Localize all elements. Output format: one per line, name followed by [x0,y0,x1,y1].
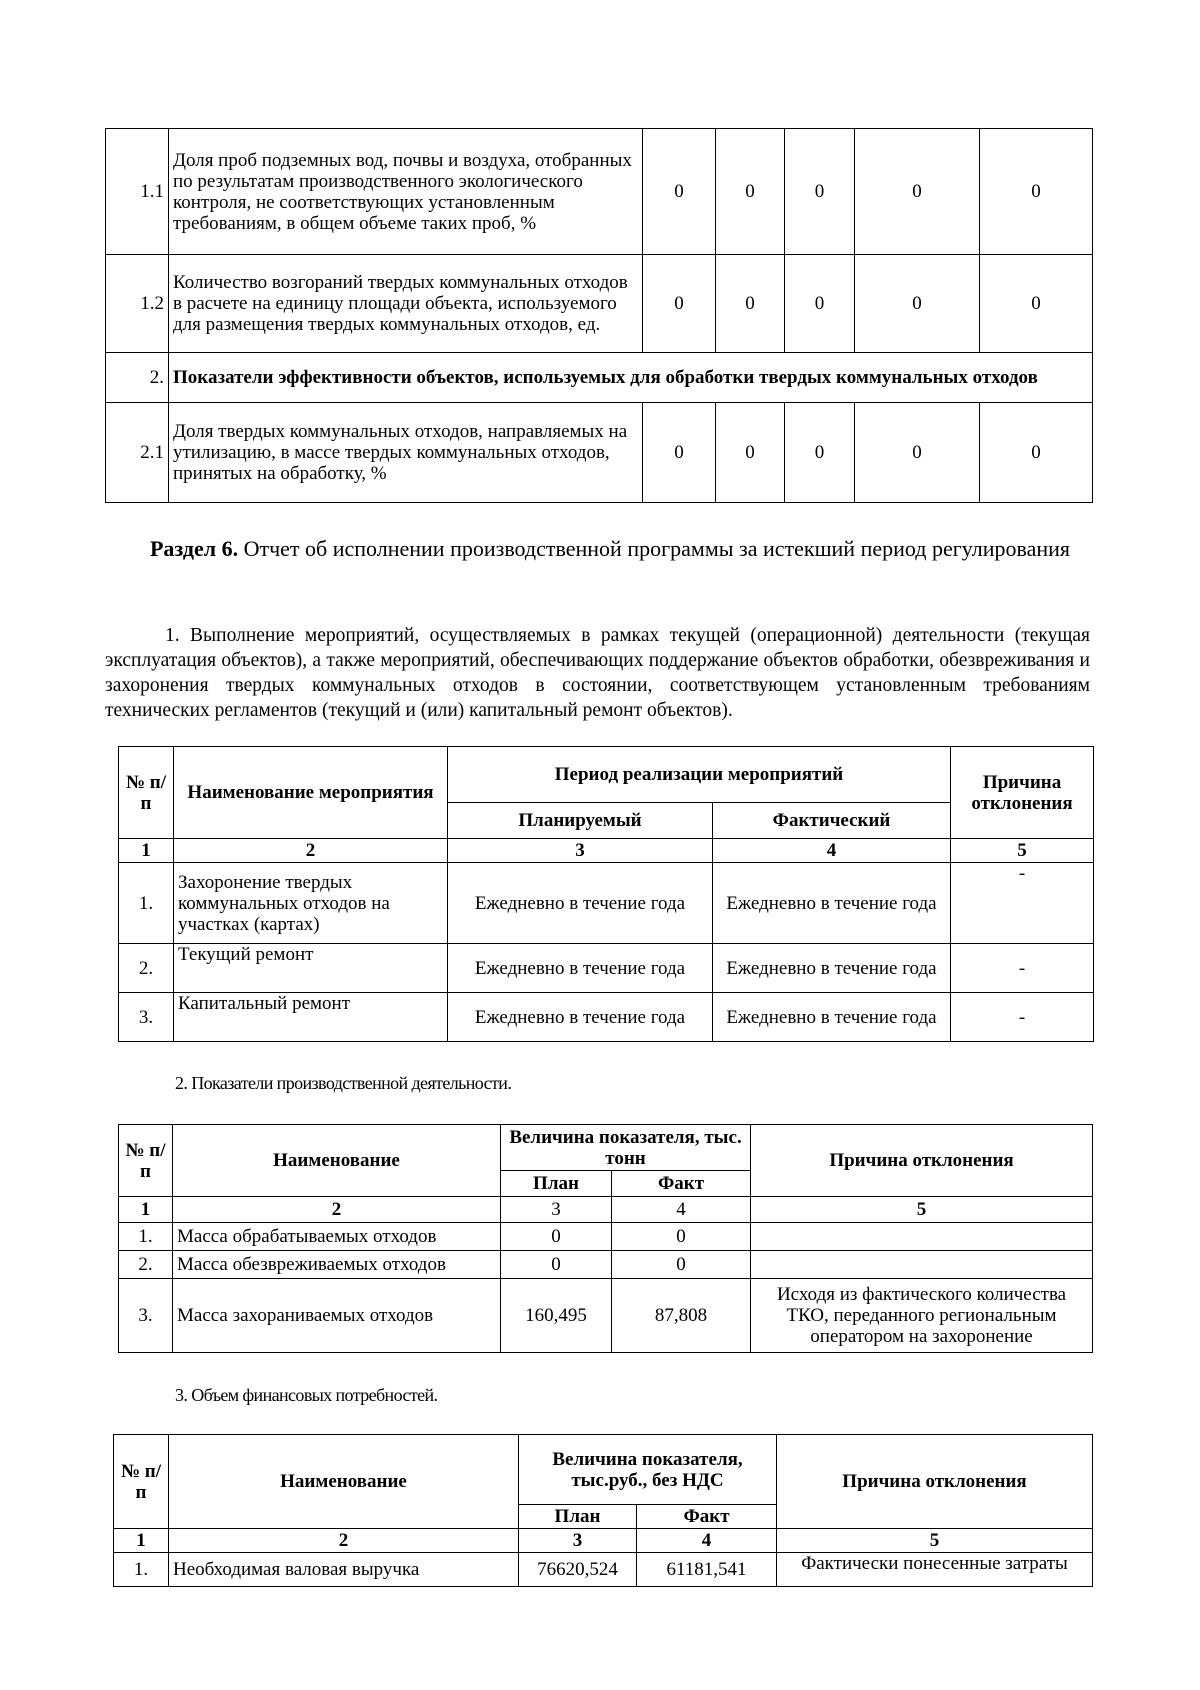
activity-name: Капитальный ремонт [174,993,448,1042]
activity-name: Захоронение твердых коммунальных отходов на участках (картах) [174,863,448,944]
actual-cell: Ежедневно в течение года [713,944,951,993]
value-cell: 0 [785,255,855,353]
section-title-text: Отчет об исполнении производственной программы за истекший период регулирования [238,536,1071,561]
indicator-name: Масса захораниваемых отходов [173,1279,501,1353]
table-row [106,255,1093,353]
value-cell: 0 [855,255,980,353]
row-number: 2. [119,944,174,993]
row-number: 1.2 [106,255,169,353]
value-cell: 0 [855,129,980,255]
column-index: 1 [119,1197,173,1223]
row-number: 2.1 [106,403,169,503]
plan-cell: 0 [501,1251,612,1279]
column-index: 3 [519,1529,637,1553]
fact-cell: 0 [612,1223,751,1251]
row-number: 1.1 [106,129,169,255]
reason-cell: Фактически понесенные затраты [777,1553,1093,1587]
column-header-number: № п/п [119,1125,173,1197]
actual-cell: Ежедневно в течение года [713,993,951,1042]
column-header-value: Величина показателя, тыс.руб., без НДС [519,1435,777,1505]
value-cell: 0 [716,129,785,255]
plan-cell: 76620,524 [519,1553,637,1587]
section-heading: Показатели эффективности объектов, используемых для обработки твердых коммунальных отходов [169,353,1093,403]
column-header-plan: План [501,1171,612,1197]
column-index: 4 [612,1197,751,1223]
value-cell: 0 [643,255,716,353]
table-row [106,353,1093,403]
column-index-row [114,1529,1093,1553]
subsection-title: 2. Показатели производственной деятельности. [175,1073,512,1093]
reason-cell: - [951,863,1094,944]
indicator-name: Необходимая валовая выручка [169,1553,519,1587]
column-index: 3 [448,839,713,863]
value-cell: 0 [980,255,1093,353]
value-cell: 0 [980,129,1093,255]
column-index: 5 [777,1529,1093,1553]
value-cell: 0 [855,403,980,503]
reason-cell [751,1223,1093,1251]
planned-cell: Ежедневно в течение года [448,944,713,993]
column-header-number: № п/п [119,747,174,839]
reason-cell [751,1251,1093,1279]
column-header-name: Наименование [169,1435,519,1529]
value-cell: 0 [643,403,716,503]
activity-name: Текущий ремонт [174,944,448,993]
fact-cell: 0 [612,1251,751,1279]
column-header-value: Величина показателя, тыс. тонн [501,1125,751,1171]
indicator-name: Масса обрабатываемых отходов [173,1223,501,1251]
column-index-row [119,839,1094,863]
column-header-fact: Факт [637,1505,777,1529]
table-row [119,1223,1093,1251]
column-header-name: Наименование [173,1125,501,1197]
financial-needs-table [113,1434,1093,1587]
section-title-number: Раздел 6. [149,536,239,561]
table-header-row [119,747,1094,803]
planned-cell: Ежедневно в течение года [448,993,713,1042]
plan-cell: 0 [501,1223,612,1251]
row-number: 3. [119,1279,173,1353]
activities-table [118,746,1094,1042]
reason-cell: Исходя из фактического количества ТКО, переданного региональным оператором на захоронение [751,1279,1093,1353]
column-header-number: № п/п [114,1435,169,1529]
column-index: 2 [174,839,448,863]
column-index-row [119,1197,1093,1223]
column-header-period: Период реализации мероприятий [448,747,951,803]
row-number: 1. [119,863,174,944]
table-row [106,403,1093,503]
value-cell: 0 [785,129,855,255]
indicator-name: Масса обезвреживаемых отходов [173,1251,501,1279]
table-row [119,1251,1093,1279]
column-index: 1 [119,839,174,863]
value-cell: 0 [716,403,785,503]
table-row [106,129,1093,255]
column-index: 1 [114,1529,169,1553]
actual-cell: Ежедневно в течение года [713,863,951,944]
table-row [119,863,1094,944]
table-row [119,944,1094,993]
indicator-name: Доля твердых коммунальных отходов, направляемых на утилизацию, в массе твердых коммунальных отходов, принятых на обработку, % [169,403,643,503]
indicator-name: Количество возгораний твердых коммунальных отходов в расчете на единицу площади объекта, используемого для размещения твердых коммунальных отходов, ед. [169,255,643,353]
reason-cell: - [951,993,1094,1042]
section-title [130,535,1090,563]
indicator-name: Доля проб подземных вод, почвы и воздуха, отобранных по результатам производственного экологического контроля, не соответствующих установленным требованиям, в общем объеме таких проб, % [169,129,643,255]
table-header-row [114,1435,1093,1505]
column-header-reason: Причина отклонения [951,747,1094,839]
value-cell: 0 [785,403,855,503]
table-row [119,1279,1093,1353]
table-header-row [119,1125,1093,1171]
value-cell: 0 [643,129,716,255]
column-index: 2 [173,1197,501,1223]
column-header-fact: Факт [612,1171,751,1197]
row-number: 1. [119,1223,173,1251]
row-number: 1. [114,1553,169,1587]
production-indicators-table [118,1124,1093,1353]
column-header-plan: План [519,1505,637,1529]
column-header-planned: Планируемый [448,803,713,839]
fact-cell: 61181,541 [637,1553,777,1587]
column-header-reason: Причина отклонения [777,1435,1093,1529]
column-index: 5 [951,839,1094,863]
row-number: 2. [106,353,169,403]
plan-cell: 160,495 [501,1279,612,1353]
table-row [119,993,1094,1042]
row-number: 3. [119,993,174,1042]
paragraph [105,623,1090,723]
column-header-actual: Фактический [713,803,951,839]
column-index: 4 [637,1529,777,1553]
column-header-reason: Причина отклонения [751,1125,1093,1197]
planned-cell: Ежедневно в течение года [448,863,713,944]
column-index: 4 [713,839,951,863]
subsection-title: 3. Объем финансовых потребностей. [175,1385,438,1405]
row-number: 2. [119,1251,173,1279]
column-index: 2 [169,1529,519,1553]
paragraph-text: 1. Выполнение мероприятий, осуществляемых в рамках текущей (операционной) деятельности (текущая эксплуатация объектов), а также мероприятий, обеспечивающих поддержание объектов обработки, обезвреживания и захоронения твердых коммунальных отходов в состоянии, соответствующем установленным требованиям технических регламентов (текущий и (или) капитальный ремонт объектов). [105,625,1090,721]
column-header-name: Наименование мероприятия [174,747,448,839]
reason-cell: - [951,944,1094,993]
table-row [114,1553,1093,1587]
column-index: 5 [751,1197,1093,1223]
indicators-table [105,128,1093,503]
fact-cell: 87,808 [612,1279,751,1353]
column-index: 3 [501,1197,612,1223]
value-cell: 0 [980,403,1093,503]
value-cell: 0 [716,255,785,353]
